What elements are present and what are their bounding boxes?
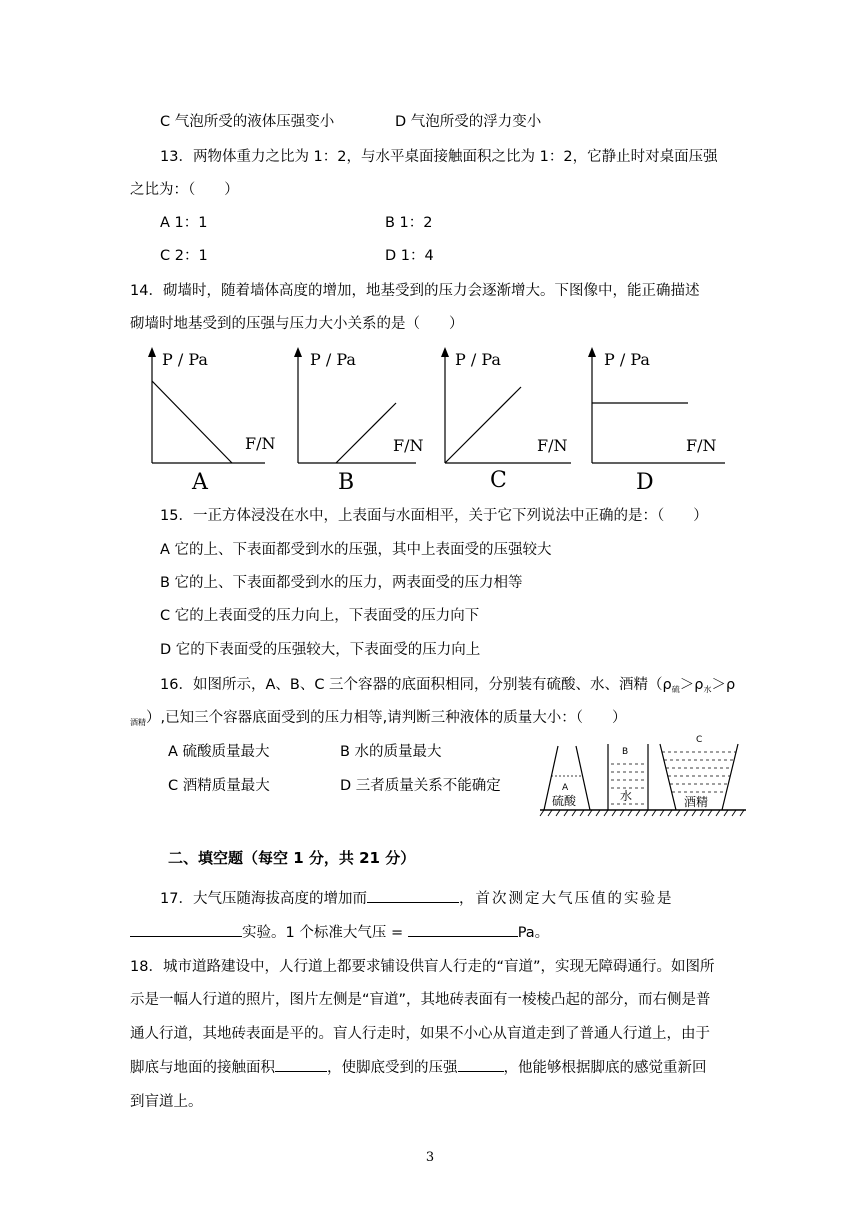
- q16-stem-line2-text: ）,已知三个容器底面受到的压力相等,请判断三种液体的质量大小：（ ）: [146, 710, 627, 726]
- graph-a-ylabel: P / Pa: [162, 350, 208, 369]
- graph-d-xlabel: F/N: [686, 436, 717, 455]
- q15-stem: 15．一正方体浸没在水中，上表面与水面相平，关于它下列说法中正确的是：（ ）: [160, 508, 708, 524]
- q17-part3: 实验。1 个标准大气压 =: [242, 925, 404, 941]
- containers-figure: [538, 735, 750, 824]
- q15-option-c: C 它的上表面受的压力向上，下表面受的压力向下: [160, 608, 480, 624]
- graph-a-xlabel: F/N: [245, 434, 276, 453]
- q15-option-d: D 它的下表面受的压强较大，下表面受的压力向上: [160, 642, 481, 658]
- container-c: [660, 735, 738, 810]
- q18-line4: [130, 1057, 707, 1078]
- q18-line2: 示是一幅人行道的照片，图片左侧是“盲道”，其地砖表面有一棱棱凸起的部分，而右侧是普: [130, 992, 711, 1008]
- graph-b-line: [336, 403, 396, 463]
- q16-sub-alcohol: 酒精: [130, 718, 146, 727]
- q18-line5: 到盲道上。: [130, 1094, 203, 1110]
- q14-stem-line1: 14．砌墙时，随着墙体高度的增加，地基受到的压力会逐渐增大。下图像中，能正确描述: [130, 283, 700, 299]
- container-c-liquid: 酒精: [684, 795, 709, 809]
- graph-d-ylabel: P / Pa: [604, 350, 650, 369]
- q16-stem-line1: [160, 675, 735, 700]
- q17-part1: 17．大气压随海拔高度的增加而: [160, 891, 367, 907]
- q18-blank-1[interactable]: [275, 1057, 327, 1072]
- q18-part-a: 脚底与地面的接触面积: [130, 1060, 275, 1076]
- graph-a: [130, 345, 276, 499]
- graph-c-letter: C: [490, 468, 507, 493]
- q17-blank-3[interactable]: [408, 922, 518, 937]
- q16-option-c: C 酒精质量最大: [168, 778, 270, 794]
- q15-option-a: A 它的上、下表面都受到水的压强，其中上表面受的压强较大: [160, 542, 552, 558]
- container-c-label: C: [696, 735, 703, 745]
- page-number: 3: [425, 1150, 435, 1165]
- graph-c: [423, 345, 573, 499]
- q16-option-a: A 硫酸质量最大: [168, 744, 270, 760]
- q17-blank-1[interactable]: [367, 888, 459, 903]
- q15-option-b: B 它的上、下表面都受到水的压力，两表面受的压力相等: [160, 575, 523, 591]
- graph-d: [570, 345, 730, 499]
- q16-stem-line2: [130, 708, 626, 733]
- q12-option-d: D 气泡所受的浮力变小: [395, 114, 542, 130]
- q18-line1: 18．城市道路建设中，人行道上都要求铺设供盲人行走的“盲道”，实现无障碍通行。如图所: [130, 959, 715, 975]
- q16-gt2: ＞ρ: [711, 677, 736, 693]
- q18-blank-2[interactable]: [458, 1057, 504, 1072]
- q18-line3: 通人行道，其地砖表面是平的。盲人行走时，如果不小心从盲道走到了普通人行道上，由于: [130, 1026, 710, 1042]
- q16-option-d: D 三者质量关系不能确定: [340, 778, 501, 794]
- q17-part4: Pa。: [517, 925, 550, 941]
- q13-option-b: B 1：2: [385, 215, 433, 231]
- container-b: [608, 744, 648, 810]
- container-b-label: B: [622, 747, 629, 757]
- container-a-label: A: [562, 783, 569, 793]
- container-a-liquid: 硫酸: [552, 794, 577, 808]
- graph-b: [276, 345, 426, 499]
- container-a: [544, 746, 590, 810]
- graph-b-letter: B: [338, 470, 355, 495]
- q13-option-d: D 1：4: [385, 248, 434, 264]
- q13-option-c: C 2：1: [160, 248, 208, 264]
- graph-b-xlabel: F/N: [393, 436, 424, 455]
- q17-line1: [160, 888, 673, 909]
- q14-stem-line2: 砌墙时地基受到的压强与压力大小关系的是（ ）: [130, 316, 464, 332]
- graph-c-line: [445, 387, 521, 463]
- q12-option-c: C 气泡所受的液体压强变小: [160, 114, 335, 130]
- graph-d-letter: D: [636, 470, 654, 495]
- graph-c-ylabel: P / Pa: [455, 350, 501, 369]
- graph-b-ylabel: P / Pa: [310, 350, 356, 369]
- q13-stem-line1: 13．两物体重力之比为 1：2，与水平桌面接触面积之比为 1：2，它静止时对桌面压强: [160, 149, 718, 165]
- q16-option-b: B 水的质量最大: [340, 744, 442, 760]
- q17-line2: [130, 922, 549, 943]
- container-b-liquid-text: 水: [620, 789, 633, 803]
- q16-sub-water: 水: [703, 685, 712, 694]
- q16-stem-text: 16．如图所示，A、B、C 三个容器的底面积相同，分别装有硫酸、水、酒精（ρ: [160, 677, 672, 693]
- q13-stem-line2: 之比为：（ ）: [130, 182, 239, 198]
- q13-option-a: A 1：1: [160, 215, 208, 231]
- graph-a-line: [152, 381, 232, 463]
- q16-sub-sulfuric: 硫: [671, 685, 680, 694]
- graph-c-xlabel: F/N: [537, 436, 568, 455]
- graph-a-letter: A: [192, 470, 208, 495]
- q18-part-c: ，他能够根据脚底的感觉重新回: [503, 1060, 707, 1076]
- q17-part2: ，首次测定大气压值的实验是: [458, 891, 674, 907]
- q18-part-b: ，使脚底受到的压强: [327, 1060, 458, 1076]
- q16-gt1: ＞ρ: [679, 677, 704, 693]
- section-2-title: 二、填空题（每空 1 分，共 21 分）: [168, 849, 416, 867]
- q17-blank-2[interactable]: [130, 922, 242, 937]
